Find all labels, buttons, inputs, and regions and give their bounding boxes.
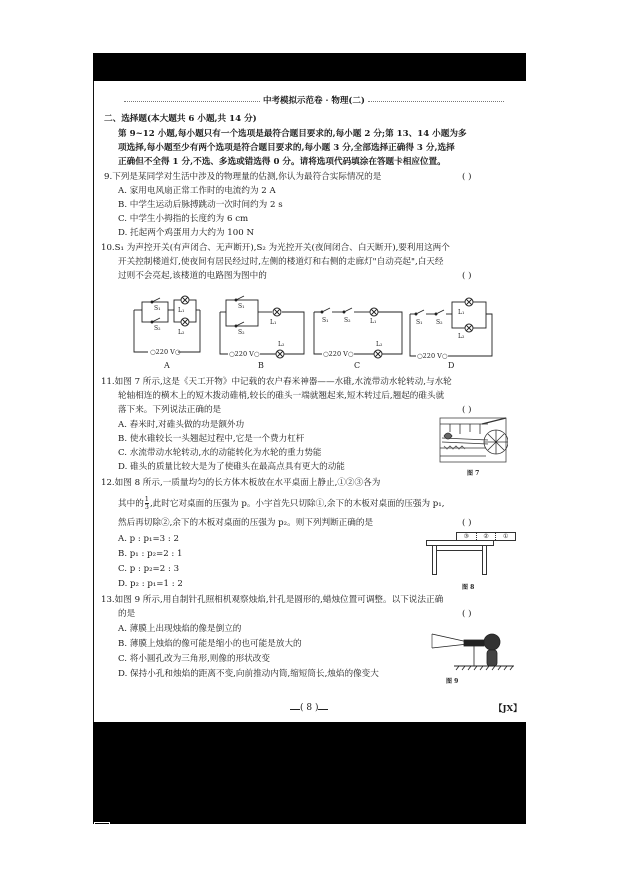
- svg-text:S₁: S₁: [154, 305, 161, 312]
- water-mill-figure: [438, 416, 508, 464]
- option-b: B. 使水碓较长一头翘起过程中,它是一个费力杠杆: [118, 434, 305, 444]
- svg-text:L₁: L₁: [270, 319, 277, 326]
- option-a: A. 薄膜上出现烛焰的像是倒立的: [118, 624, 242, 634]
- instructions-line-1: 第 9~12 小题,每小题只有一个选项是最符合题目要求的,每小题 2 分;第 13、14 小题为多: [118, 129, 467, 139]
- answer-paren: ( ): [462, 405, 472, 415]
- svg-text:L₂: L₂: [178, 329, 185, 336]
- svg-text:S₂: S₂: [154, 325, 161, 332]
- question-number: 13.: [101, 595, 115, 605]
- header-dots-right: [368, 101, 504, 102]
- question-number: 11.: [101, 377, 115, 387]
- table-board-figure: [426, 532, 518, 574]
- corner-mark: [94, 822, 110, 829]
- svg-text:S₁: S₁: [416, 319, 423, 326]
- header-dots-left: [124, 101, 260, 102]
- option-d: D. 托起两个鸡蛋用力大约为 100 N: [118, 228, 254, 238]
- circuit-b: [220, 296, 304, 370]
- instructions-line-2: 项选择,每小题至少有两个选项是符合题目要求的,每小题 3 分,全部选择正确得 3 分,选择: [118, 143, 455, 153]
- question-stem-line-1: 如图 9 所示,用自制针孔照相机观察烛焰,针孔是圆形的,蜡烛位置可调整。以下说法正确: [114, 595, 444, 605]
- board-segment-3: ③: [457, 533, 477, 540]
- question-stem-line-3: 落下来。下列说法正确的是: [118, 405, 222, 415]
- question-stem-line-2b: ,此时它对桌面的压强为 p。小宇首先只切除①,余下的木板对桌面的压强为 p₁,: [149, 499, 445, 509]
- option-a: A. 舂米时,对碓头做的功是额外功: [118, 420, 245, 430]
- question-stem: 下列是某同学对生活中涉及的物理量的估测,你认为最符合实际情况的是: [112, 172, 382, 182]
- question-stem-line-2: 轮轴相连的横木上的短木拨动碓梢,较长的碓头一端就翘起来,短木转过后,翘起的碓头就: [118, 391, 445, 401]
- svg-text:S₂: S₂: [344, 317, 351, 324]
- edition-mark: 【JX】: [494, 704, 522, 714]
- circuit-d: [410, 298, 492, 370]
- figure-9-label: 图 9: [446, 678, 459, 685]
- circuit-svg: [128, 292, 502, 372]
- svg-text:B: B: [258, 361, 264, 370]
- svg-text:A: A: [164, 361, 170, 370]
- answer-paren: ( ): [462, 271, 472, 281]
- page-header: [124, 93, 504, 107]
- redaction-bar-top: [93, 53, 526, 81]
- circuit-a: [134, 296, 200, 370]
- exam-page: [101, 86, 522, 722]
- figure-7-label: 图 7: [467, 470, 480, 477]
- answer-paren: ( ): [462, 518, 472, 528]
- option-d: D. 碓头的质量比较大是为了使碓头在最高点具有更大的动能: [118, 462, 345, 472]
- instructions-line-3: 正确但不全得 1 分,不选、多选或错选得 0 分。请将选项代码填涂在答题卡相应位置。: [118, 157, 446, 167]
- question-stem-line-3: 然后再切除②,余下的木板对桌面的压强为 p₂。则下列判断正确的是: [118, 518, 374, 528]
- svg-text:L₁: L₁: [458, 309, 465, 316]
- board-segment-2: ②: [477, 533, 497, 540]
- option-d: D. p₂ : p₁=1 : 2: [118, 579, 183, 589]
- svg-text:C: C: [354, 361, 361, 370]
- svg-text:○220 V○: ○220 V○: [323, 350, 354, 358]
- table-rail: [436, 550, 482, 551]
- header-title: 中考模拟示范卷 · 物理(二): [263, 96, 365, 106]
- svg-text:L₁: L₁: [370, 318, 377, 325]
- option-a: A. 家用电风扇正常工作时的电流约为 2 A: [118, 186, 276, 196]
- question-stem-line-3: 过则不会亮起,该楼道的电路图为图中的: [118, 271, 267, 281]
- option-c: C. 水流带动水轮转动,水的动能转化为水轮的重力势能: [118, 448, 322, 458]
- redaction-bar-bottom: [93, 722, 526, 824]
- figure-8-label: 图 8: [462, 584, 475, 591]
- page-border: [93, 81, 94, 722]
- svg-text:S₂: S₂: [436, 319, 443, 326]
- answer-paren: ( ): [462, 609, 472, 619]
- svg-text:D: D: [448, 361, 455, 370]
- question-stem-line-2a: 其中的: [118, 499, 144, 509]
- option-b: B. p₁ : p₂=2 : 1: [118, 549, 183, 559]
- option-d: D. 保持小孔和烛焰的距离不变,向前推动内筒,缩短筒长,烛焰的像变大: [118, 669, 379, 679]
- option-b: B. 中学生运动后脉搏跳动一次时间约为 2 s: [118, 200, 283, 210]
- option-c: C. p : p₂=2 : 3: [118, 564, 180, 574]
- question-number: 9.: [104, 172, 113, 182]
- circuit-c: [314, 308, 402, 370]
- svg-text:L₂: L₂: [458, 333, 465, 340]
- page-number: ( 8 ): [290, 703, 328, 713]
- svg-text:○220 V○: ○220 V○: [417, 352, 448, 360]
- fraction-one-third: $\frac{1}{3}$: [144, 495, 149, 511]
- question-stem-line-1: 如图 8 所示,一质量均匀的长方体木板放在水平桌面上静止,①②③各为: [114, 478, 381, 488]
- svg-text:L₁: L₁: [178, 307, 185, 314]
- svg-text:○220 V○: ○220 V○: [150, 348, 181, 356]
- option-c: C. 将小圆孔改为三角形,则像的形状改变: [118, 654, 270, 664]
- section-title: 二、选择题(本大题共 6 小题,共 14 分): [104, 114, 257, 124]
- question-stem-line-2: 的是: [118, 609, 136, 619]
- svg-text:L₂: L₂: [376, 341, 383, 348]
- option-c: C. 中学生小拇指的长度约为 6 cm: [118, 214, 249, 224]
- question-number: 10.: [101, 243, 115, 253]
- question-stem-line-1: S₁ 为声控开关(有声闭合、无声断开),S₂ 为光控开关(夜间闭合、白天断开),要利用这两个: [114, 243, 450, 253]
- option-a: A. p : p₁=3 : 2: [118, 534, 179, 544]
- table-leg-right: [482, 545, 487, 575]
- board-segment-1: ①: [502, 533, 509, 540]
- svg-text:S₂: S₂: [238, 329, 245, 336]
- option-b: B. 薄膜上烛焰的像可能是缩小的也可能是放大的: [118, 639, 302, 649]
- svg-text:S₁: S₁: [322, 317, 329, 324]
- circuit-diagrams: [128, 292, 502, 372]
- svg-text:○220 V○: ○220 V○: [229, 350, 260, 358]
- svg-text:L₂: L₂: [278, 341, 285, 348]
- pinhole-camera-figure: [424, 630, 514, 674]
- answer-paren: ( ): [462, 172, 472, 182]
- question-stem-line-1: 如图 7 所示,这是《天工开物》中记载的农户舂米神器——水碓,水流带动水轮转动,与水轮: [114, 377, 452, 387]
- question-stem-line-2: 开关控制楼道灯,使夜间有居民经过时,左侧的楼道灯和右侧的走廊灯"自动亮起",白天经: [118, 257, 444, 267]
- svg-text:S₁: S₁: [238, 303, 245, 310]
- question-number: 12.: [101, 478, 115, 488]
